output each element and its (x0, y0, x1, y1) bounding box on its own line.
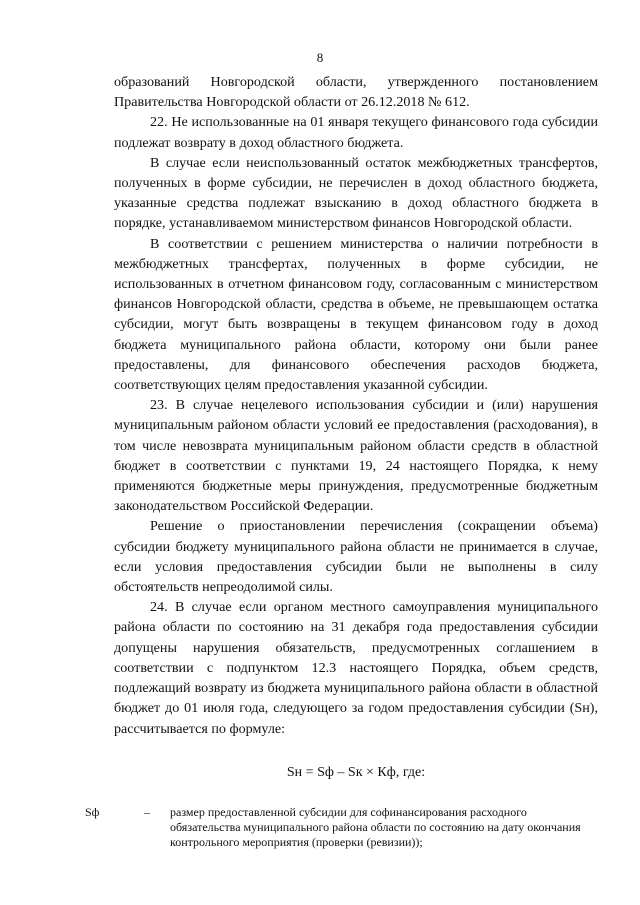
definition-dash: – (144, 804, 150, 819)
definition-row (85, 805, 598, 850)
paragraph-suspension-decision: Решение о приостановлении перечисления (сокращении объема) субсидии бюджету муниципального района области не принимается в случае, если условия предоставления субсидии были не выполнены в силу обстоятельств непреодолимой силы. (114, 518, 598, 596)
formula: Sн = Sф – Sк × Кф, где: (286, 764, 426, 780)
paragraph-unused-transfers: В случае если неиспользованный остаток межбюджетных трансфертов, полученных в форме субсидии, не перечислен в доход областного бюджета, указанные средства подлежат взысканию в доход областного бюджета в порядке, устанавливаемом министерством финансов Новгородской области. (114, 154, 598, 232)
definition-symbol: Sф (85, 804, 100, 819)
definition-text: размер предоставленной субсидии для софинансирования расходного обязательства муниципального района области по состоянию на дату окончания контрольного мероприятия (проверки (ревизии)); (170, 804, 581, 849)
paragraph-item-23: 23. В случае нецелевого использования субсидии и (или) нарушения муниципальным районом области условий ее предоставления (расходования), в том числе невозврата муниципальным районом области средств в областной бюджет в соответствии с пунктами 19, 24 настоящего Порядка, к нему применяются бюджетные меры принуждения, предусмотренные бюджетным законодательством Российской Федерации. (114, 397, 598, 515)
paragraph-item-22: 22. Не использованные на 01 января текущего финансового года субсидии подлежат возврату в доход областного бюджета. (114, 114, 598, 151)
page-number: 8 (316, 50, 324, 65)
document-body (85, 72, 598, 850)
paragraph-item-24: 24. В случае если органом местного самоуправления муниципального района области по состоянию на 31 декабря года предоставления субсидии допущены нарушения обязательств, предусмотренных соглашением в соответствии с подпунктом 12.3 настоящего Порядка, объем средств, подлежащий возврату из бюджета муниципального района области в областной бюджет до 01 июля года, следующего за годом предоставления субсидии (Sн), рассчитывается по формуле: (114, 599, 598, 737)
paragraph-ministry-decision: В соответствии с решением министерства о наличии потребности в межбюджетных трансфертах, полученных в форме субсидии, не использованных в отчетном финансовом году, согласованным с министерством финансов Новгородской области, средства в объеме, не превышающем остатка субсидии, могут быть возвращены в текущем финансовом году в доход бюджета муниципального района области, которому они были ранее предоставлены, для финансового обеспечения расходов бюджета, соответствующих целям предоставления указанной субсидии. (114, 235, 598, 394)
paragraph-continuation: образований Новгородской области, утвержденного постановлением Правительства Новгородской области от 26.12.2018 № 612. (114, 74, 598, 111)
